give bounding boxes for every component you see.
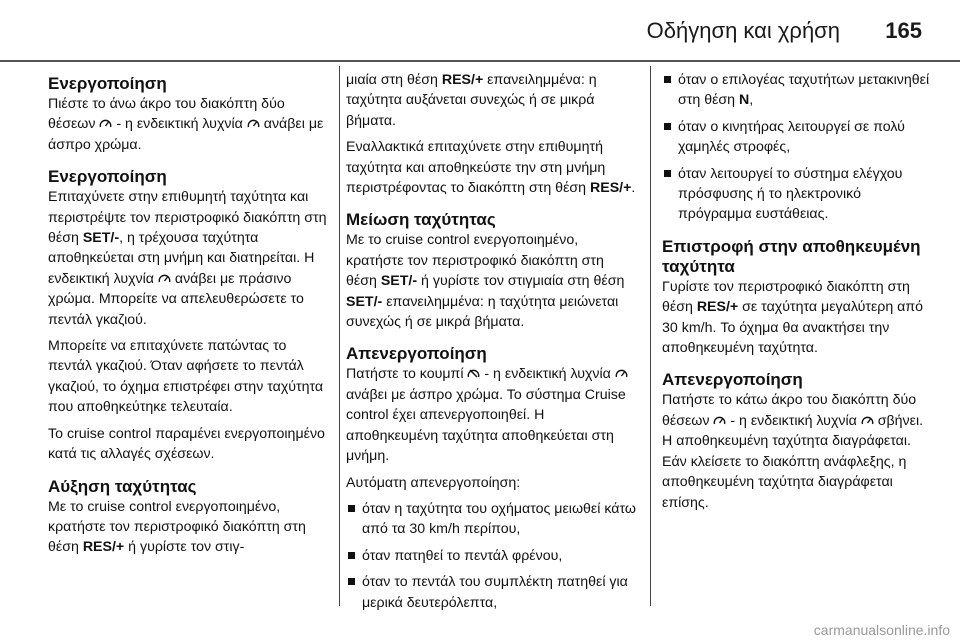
section-heading: Ενεργοποίηση [48,167,167,187]
column-divider [650,66,651,606]
paragraph: Γυρίστε τον περιστροφικό διακόπτη στη θέση RES/+ σε ταχύτητα μεγαλύτερη από 30 km/h. Το όχημα θα ανακτήσει την αποθηκευμένη ταχύτητα. [662,278,924,357]
paragraph: Επιταχύνετε στην επιθυμητή ταχύτητα και περιστρέψτε τον περιστροφικό διακόπτη στη θέση SET/-, η τρέχουσα ταχύτητα αποθηκεύεται στη μνήμη και διατηρείται. Η ενδεικτική λυχνία ανάβει με πράσινο χρώμα. Μπορείτε να απελευθερώσετε το πεντάλ γκαζιού. [48,189,327,328]
cruise-control-icon [158,273,171,284]
bullet-list [662,70,930,225]
cruise-control-icon [861,415,874,426]
column-1 [48,66,334,564]
cruise-control-icon [713,415,726,426]
column-2 [346,66,636,619]
paragraph: Εναλλακτικά επιταχύνετε στην επιθυμητή ταχύτητα και αποθηκεύστε την στη μνήμη περιστρέφοντας το διακόπτη στη θέση RES/+. [346,139,636,197]
page-header [0,0,960,62]
paragraph: μιαία στη θέση RES/+ επανειλημμένα: η ταχύτητα αυξάνεται συνεχώς ή σε μικρά βήματα. [346,72,597,129]
list-item: όταν το πεντάλ του συμπλέκτη πατηθεί για μερικά δευτερόλεπτα, [346,572,636,613]
section-heading: Επιστροφή στην αποθηκευμένη ταχύτητα [662,236,921,276]
list-item: όταν ο κινητήρας λειτουργεί σε πολύ χαμηλές στροφές, [662,117,930,158]
paragraph: Πιέστε το άνω άκρο του διακόπτη δύο θέσεων - η ενδεικτική λυχνία ανάβει με άσπρο χρώμα. [48,96,324,153]
cruise-control-icon [247,118,260,129]
paragraph: Με το cruise control ενεργοποιημένο, κρατήστε τον περιστροφικό διακόπτη στη θέση SET/- ή γυρίστε τον στιγμιαία στη θέση SET/- επανειλημμένα: η ταχύτητα μειώνεται συνεχώς ή σε μικρά βήματα. [346,232,625,331]
cruise-control-icon [99,118,112,129]
cruise-cancel-icon [467,368,480,379]
page-title: Οδήγηση και χρήση [646,18,840,43]
list-item: όταν η ταχύτητα του οχήματος μειωθεί κάτω από τα 30 km/h περίπου, [346,499,636,540]
list-item: όταν ο επιλογέας ταχυτήτων μετακινηθεί στη θέση N, [662,70,930,111]
paragraph: Το cruise control παραμένει ενεργοποιημένο κατά τις αλλαγές σχέσεων. [48,425,325,463]
list-item: όταν πατηθεί το πεντάλ φρένου, [346,546,636,566]
column-divider [339,66,340,606]
cruise-control-icon [615,368,628,379]
section-heading: Απενεργοποίηση [346,344,487,364]
paragraph: Αυτόματη απενεργοποίηση: [346,474,521,491]
header-divider [0,60,960,62]
section-heading: Απενεργοποίηση [662,370,803,390]
section-heading: Αύξηση ταχύτητας [48,476,197,496]
list-item: όταν λειτουργεί το σύστημα ελέγχου πρόσφυσης ή το ηλεκτρονικό πρόγραμμα ευστάθειας. [662,164,930,225]
paragraph: Μπορείτε να επιταχύνετε πατώντας το πεντάλ γκαζιού. Όταν αφήσετε το πεντάλ γκαζιού, το όχημα επιστρέφει στην ταχύτητα που αποθηκεύτηκε τελευταία. [48,338,324,416]
bullet-list [346,499,636,613]
paragraph: Πατήστε το κουμπί - η ενδεικτική λυχνία ανάβει με άσπρο χρώμα. Το σύστημα Cruise control έχει απενεργοποιηθεί. Η αποθηκευμένη ταχύτητα αποθηκεύεται στη μνήμη. [346,364,636,466]
paragraph: Με το cruise control ενεργοποιημένο, κρατήστε τον περιστροφικό διακόπτη στη θέση RES/+ ή γυρίστε τον στιγ- [48,498,306,556]
paragraph: Πατήστε το κάτω άκρο του διακόπτη δύο θέσεων - η ενδεικτική λυχνία σβήνει. Η αποθηκευμένη ταχύτητα διαγράφεται. Εάν κλείσετε το διακόπτη ανάφλεξης, η αποθηκευμένη ταχύτητα διαγράφεται επίσης. [662,392,924,511]
section-heading: Μείωση ταχύτητας [346,210,496,230]
section-heading: Ενεργοποίηση [48,74,167,93]
column-3 [662,66,930,519]
watermark: carmanualsonline.info [813,622,950,638]
page-number: 165 [885,18,922,43]
